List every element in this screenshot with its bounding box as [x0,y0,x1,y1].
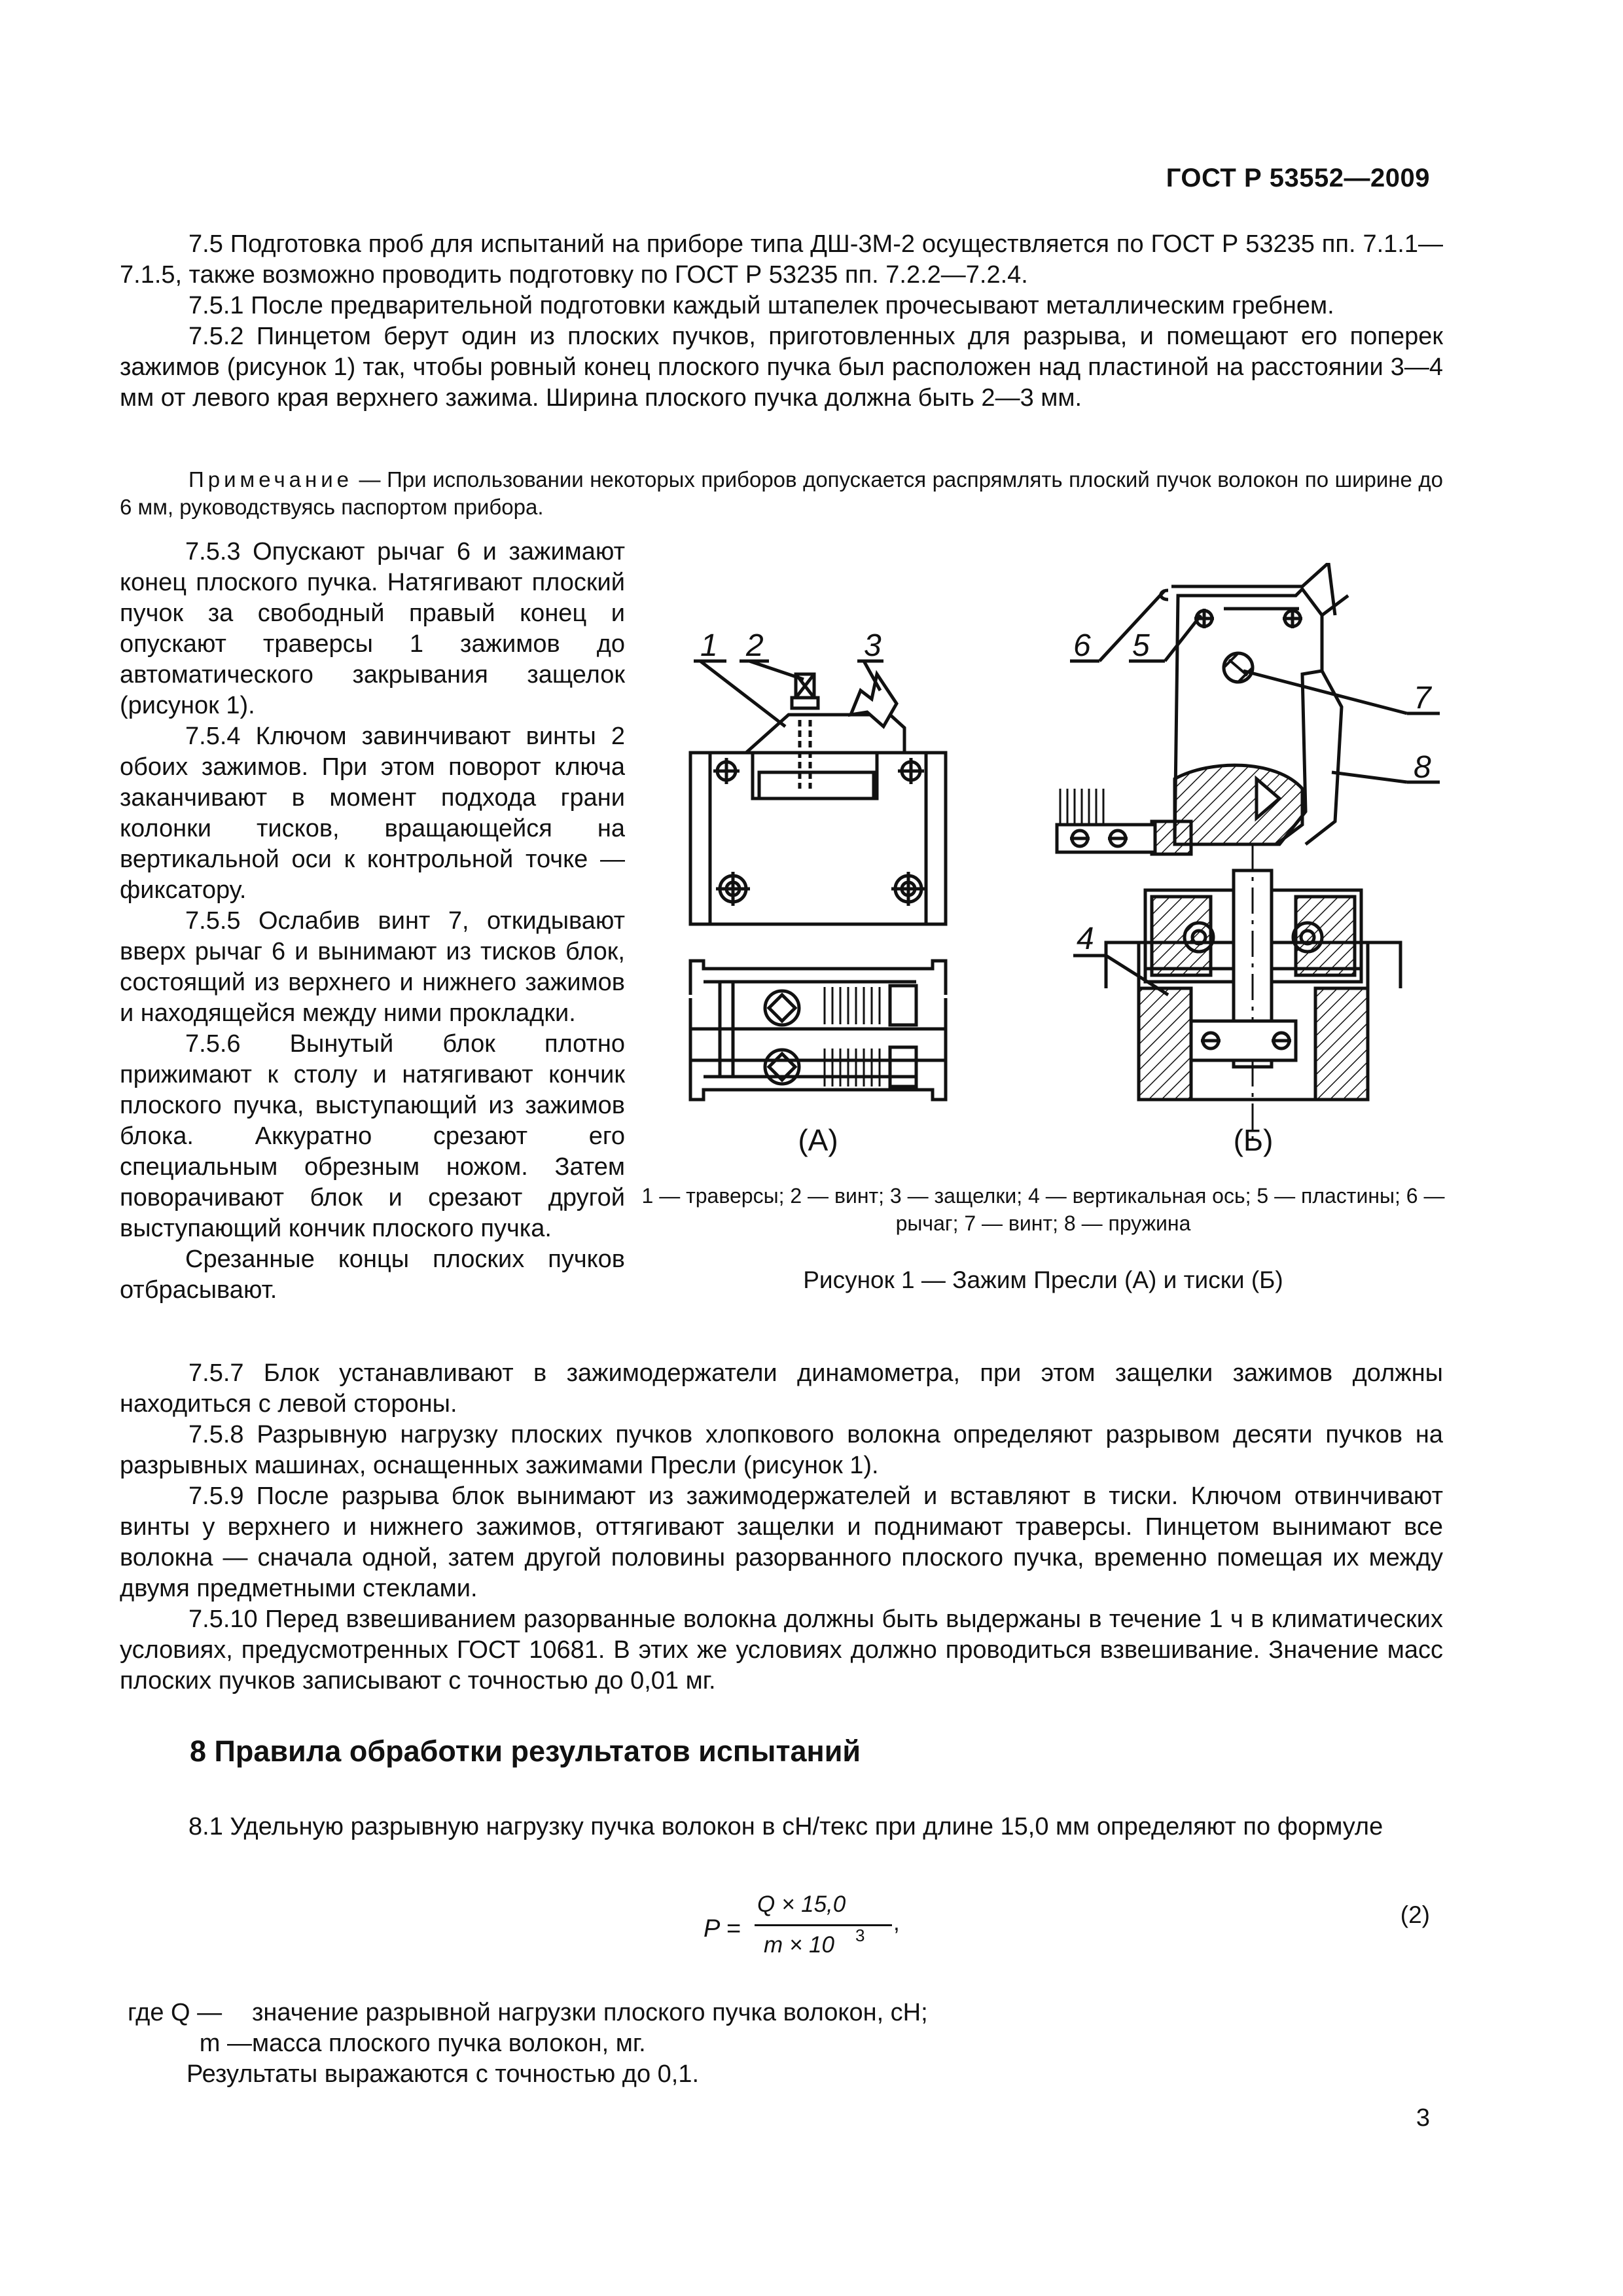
result-precision: Результаты выражаются с точностью до 0,1. [187,2060,700,2088]
formula-numerator: Q × 15,0 [757,1892,846,1917]
where-m [128,2028,928,2059]
figure-legend: 1 — траверсы; 2 — винт; 3 — защелки; 4 — вертикальная ось; 5 — пластины; 6 — рычаг; 7 — винт; 8 — пружина [641,1184,1445,1235]
section-heading: 8 Правила обработки результатов испытаний [190,1734,861,1768]
where-block [128,1998,928,2090]
callout-3: 3 [864,628,882,663]
paragraph-7-5-8: 7.5.8 Разрывную нагрузку плоских пучков хлопкового волокна определяют разрывом десяти пучков на разрывных машинах, оснащенных зажимами Пресли (рисунок 1). [120,1421,1443,1479]
paragraph-cut-ends: Срезанные концы плоских пучков отбрасывают. [120,1246,625,1304]
paragraph-7-5-10: 7.5.10 Перед взвешиванием разорванные волокна должны быть выдержаны в течение 1 ч в климатических условиях, предусмотренных ГОСТ 10681. В этих же условиях должно проводиться взвешивание. Значение масс плоских пучков записывают с точностью до 0,01 мг. [120,1605,1443,1695]
bolt-head-icon [713,758,925,906]
subfigure-b-label: (Б) [1233,1123,1274,1157]
formula-lhs: P = [704,1915,741,1943]
symbol-q: где Q — [128,1999,223,2026]
callout-2: 2 [746,628,764,663]
clamp-top-view [690,674,946,924]
figure-drawing [648,563,1472,1165]
figure-title: Рисунок 1 — Зажим Пресли (А) и тиски (Б) [803,1266,1283,1293]
document-number: ГОСТ Р 53552—2009 [1166,164,1430,192]
callout-6: 6 [1073,628,1091,663]
where-q [128,1998,928,2028]
paragraph-7-5-9: 7.5.9 После разрыва блок вынимают из зажимодержателей и вставляют в тиски. Ключом отвинчивают винты у верхнего и нижнего зажимов, оттягивают защелки и поднимают траверсы. Пинцетом вынимают все волокна — сначала одной, затем другой половины разорванного плоского пучка, временно помещая их между двумя предметными стеклами. [120,1482,1443,1602]
text-block-top [120,229,1443,414]
paragraph-7-5-3: 7.5.3 Опускают рычаг 6 и зажимают конец плоского пучка. Натягивают плоский пучок за свободный правый конец и опускают траверсы 1 зажимов до автоматического закрывания защелок (рисунок 1). [120,538,625,719]
formula-denominator: m × 10 [764,1932,834,1958]
fraction-bar [755,1924,892,1926]
paragraph-7-5-5: 7.5.5 Ослабив винт 7, откидывают вверх рычаг 6 и вынимают из тисков блок, состоящий из верхнего и нижнего зажимов и находящейся между ними прокладки. [120,907,625,1027]
callout-4: 4 [1077,922,1094,956]
paragraph-7-5-4: 7.5.4 Ключом завинчивают винты 2 обоих зажимов. При этом поворот ключа заканчивают в момент подхода грани колонки тисков, вращающейся на вертикальной оси к контрольной точке — фиксатору. [120,723,625,904]
formula [704,1892,913,1977]
paragraph-7-5-2: 7.5.2 Пинцетом берут один из плоских пучков, приготовленных для разрыва, и помещают его поперек зажимов (рисунок 1) так, чтобы ровный конец плоского пучка был расположен над пластиной на расстоянии 3—4 мм от левого края верхнего зажима. Ширина плоского пучка должна быть 2—3 мм. [120,323,1443,412]
subfigure-a-label: (А) [798,1123,838,1157]
text-block-bottom [120,1358,1443,1696]
callout-1: 1 [700,628,718,663]
clamp-side-view [690,961,946,1100]
definition-m: масса плоского пучка волокон, мг. [252,2030,646,2057]
callout-7: 7 [1414,681,1431,715]
note-text: — При использовании некоторых приборов допускается распрямлять плоский пучок волокон по ширине до 6 мм, руководствуясь паспортом прибора. [120,467,1443,519]
definition-q: значение разрывной нагрузки плоского пучка волокон, сН; [252,1999,928,2026]
formula-comma: , [893,1910,900,1935]
paragraph-7-5-6: 7.5.6 Вынутый блок плотно прижимают к столу и натягивают кончик плоского пучка, выступающий из зажимов блока. Аккуратно срезают его специальным обрезным ножом. Затем поворачивают блок и срезают другой выступающий кончик плоского пучка. [120,1030,625,1242]
equation-number: (2) [1400,1901,1430,1928]
formula-exponent: 3 [855,1926,865,1945]
paragraph-7-5-7: 7.5.7 Блок устанавливают в зажимодержатели динамометра, при этом защелки зажимов должны находиться с левой стороны. [120,1359,1443,1418]
left-column-text [120,537,625,1306]
paragraph-8-1-text: 8.1 Удельную разрывную нагрузку пучка волокон в сН/текс при длине 15,0 мм определяют по формуле [188,1813,1383,1840]
paragraph-7-5-1: 7.5.1 После предварительной подготовки каждый штапелек прочесывают металлическим гребнем. [188,292,1334,319]
callout-5: 5 [1132,628,1150,663]
page-number: 3 [1416,2104,1430,2132]
callout-8: 8 [1414,750,1431,785]
paragraph-7-5: 7.5 Подготовка проб для испытаний на приборе типа ДШ-3М-2 осуществляется по ГОСТ Р 53235 пп. 7.1.1—7.1.5, также возможно проводить подготовку по ГОСТ Р 53235 пп. 7.2.2—7.2.4. [120,230,1443,289]
symbol-m: m — [199,2030,252,2057]
note-label: Примечание [188,467,353,492]
note [120,466,1443,521]
paragraph-8-1 [120,1812,1443,1842]
